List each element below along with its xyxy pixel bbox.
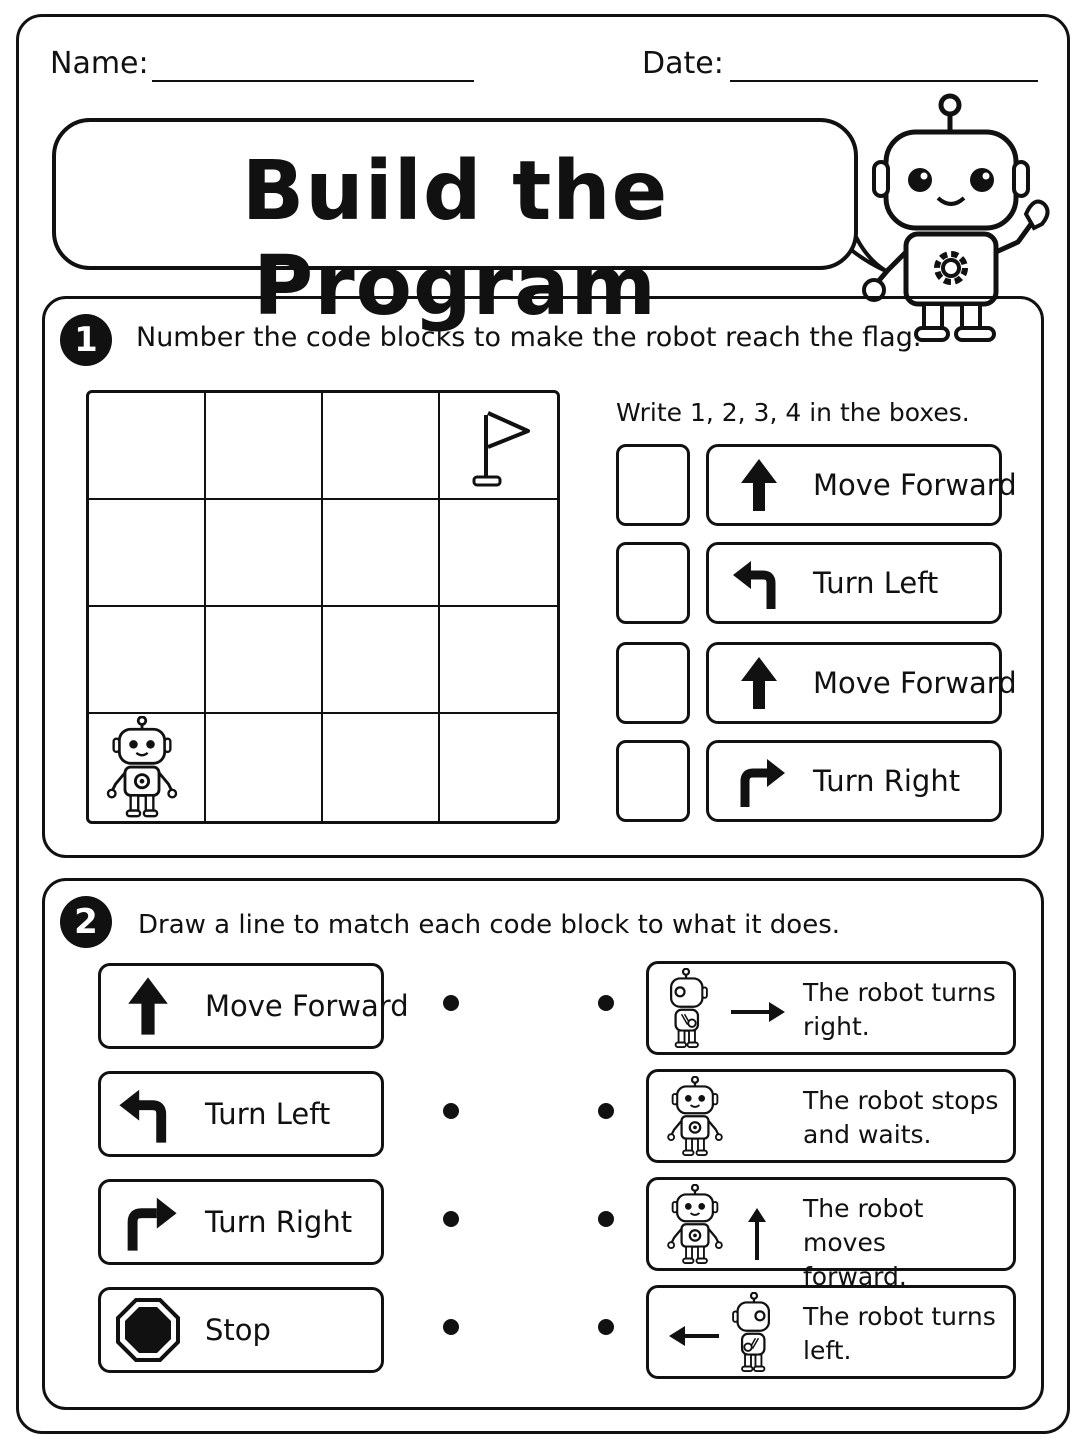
turn-right-icon	[115, 1189, 181, 1255]
code-block-label: Turn Right	[205, 1205, 353, 1239]
robot-turning-left-icon	[657, 1292, 797, 1374]
code-block-turn-right	[706, 740, 1002, 822]
stop-sign-icon	[115, 1297, 181, 1363]
answer-box-4[interactable]	[616, 740, 690, 822]
flag-icon	[470, 407, 540, 489]
code-block-turn-left	[706, 542, 1002, 624]
match-dot-left-1[interactable]	[443, 995, 459, 1011]
turn-left-icon	[115, 1081, 181, 1147]
code-block-label: Turn Left	[813, 566, 939, 600]
match-block-turn-right	[98, 1179, 384, 1265]
code-block-label: Move Forward	[813, 468, 1017, 502]
grid-cell	[206, 714, 323, 821]
part-1-sub-instruction: Write 1, 2, 3, 4 in the boxes.	[616, 398, 970, 427]
grid-cell	[440, 500, 557, 607]
code-block-label: Stop	[205, 1313, 271, 1347]
grid-cell	[323, 714, 440, 821]
grid-cell	[206, 607, 323, 714]
grid-cell	[323, 500, 440, 607]
code-block-label: Turn Left	[205, 1097, 331, 1131]
description-turn-left	[646, 1285, 1016, 1379]
code-block-label: Turn Right	[813, 764, 961, 798]
arrow-up-icon	[115, 973, 181, 1039]
description-line: The robot stops	[803, 1086, 999, 1115]
description-line: and waits.	[803, 1120, 932, 1149]
code-block-move-forward	[706, 642, 1017, 724]
match-block-move-forward	[98, 963, 409, 1049]
match-block-stop	[98, 1287, 384, 1373]
match-dot-right-4[interactable]	[598, 1319, 614, 1335]
description-text	[803, 1192, 1003, 1294]
page-title: Build the Program	[241, 144, 669, 334]
description-text	[803, 1084, 1003, 1152]
grid-cell	[89, 393, 206, 500]
match-dot-right-3[interactable]	[598, 1211, 614, 1227]
part-1-number-badge: 1	[60, 314, 112, 366]
match-dot-right-2[interactable]	[598, 1103, 614, 1119]
match-dot-left-2[interactable]	[443, 1103, 459, 1119]
part-1-instruction: Number the code blocks to make the robot reach the flag.	[136, 322, 922, 353]
description-text	[803, 976, 1003, 1044]
date-label: Date:	[642, 46, 724, 81]
grid-cell-flag	[440, 393, 557, 500]
description-line: left.	[803, 1336, 852, 1365]
grid-cell	[89, 500, 206, 607]
code-block-move-forward	[706, 444, 1017, 526]
arrow-up-icon	[729, 653, 789, 713]
part-2-instruction: Draw a line to match each code block to what it does.	[138, 910, 840, 940]
match-block-turn-left	[98, 1071, 384, 1157]
description-move-forward	[646, 1177, 1016, 1291]
match-dot-right-1[interactable]	[598, 995, 614, 1011]
description-line: The robot moves	[803, 1194, 924, 1257]
code-block-label: Move Forward	[205, 989, 409, 1023]
grid-cell-robot	[89, 714, 206, 821]
grid-cell	[323, 393, 440, 500]
description-stop	[646, 1069, 1016, 1163]
robot-icon	[101, 716, 183, 820]
description-text	[803, 1300, 1003, 1368]
answer-box-2[interactable]	[616, 542, 690, 624]
description-line: forward.	[803, 1262, 907, 1291]
grid-cell	[323, 607, 440, 714]
match-dot-left-3[interactable]	[443, 1211, 459, 1227]
arrow-up-icon	[729, 455, 789, 515]
description-line: right.	[803, 1012, 870, 1041]
grid-cell	[440, 714, 557, 821]
robot-forward-icon	[657, 1184, 797, 1266]
name-field[interactable]	[152, 80, 474, 82]
robot-turning-right-icon	[657, 968, 797, 1050]
grid-cell	[206, 500, 323, 607]
name-label: Name:	[50, 46, 149, 81]
answer-box-3[interactable]	[616, 642, 690, 724]
date-field[interactable]	[730, 80, 1038, 82]
description-turn-right	[646, 961, 1016, 1055]
answer-box-1[interactable]	[616, 444, 690, 526]
title-bubble	[52, 118, 858, 334]
description-line: The robot turns	[803, 978, 996, 1007]
part-2-number-badge: 2	[60, 896, 112, 948]
grid-cell	[206, 393, 323, 500]
match-dot-left-4[interactable]	[443, 1319, 459, 1335]
grid-cell	[89, 607, 206, 714]
robot-grid	[86, 390, 560, 824]
robot-standing-icon	[657, 1076, 797, 1158]
grid-cell	[440, 607, 557, 714]
code-block-label: Move Forward	[813, 666, 1017, 700]
description-line: The robot turns	[803, 1302, 996, 1331]
turn-right-icon	[729, 751, 789, 811]
turn-left-icon	[729, 553, 789, 613]
